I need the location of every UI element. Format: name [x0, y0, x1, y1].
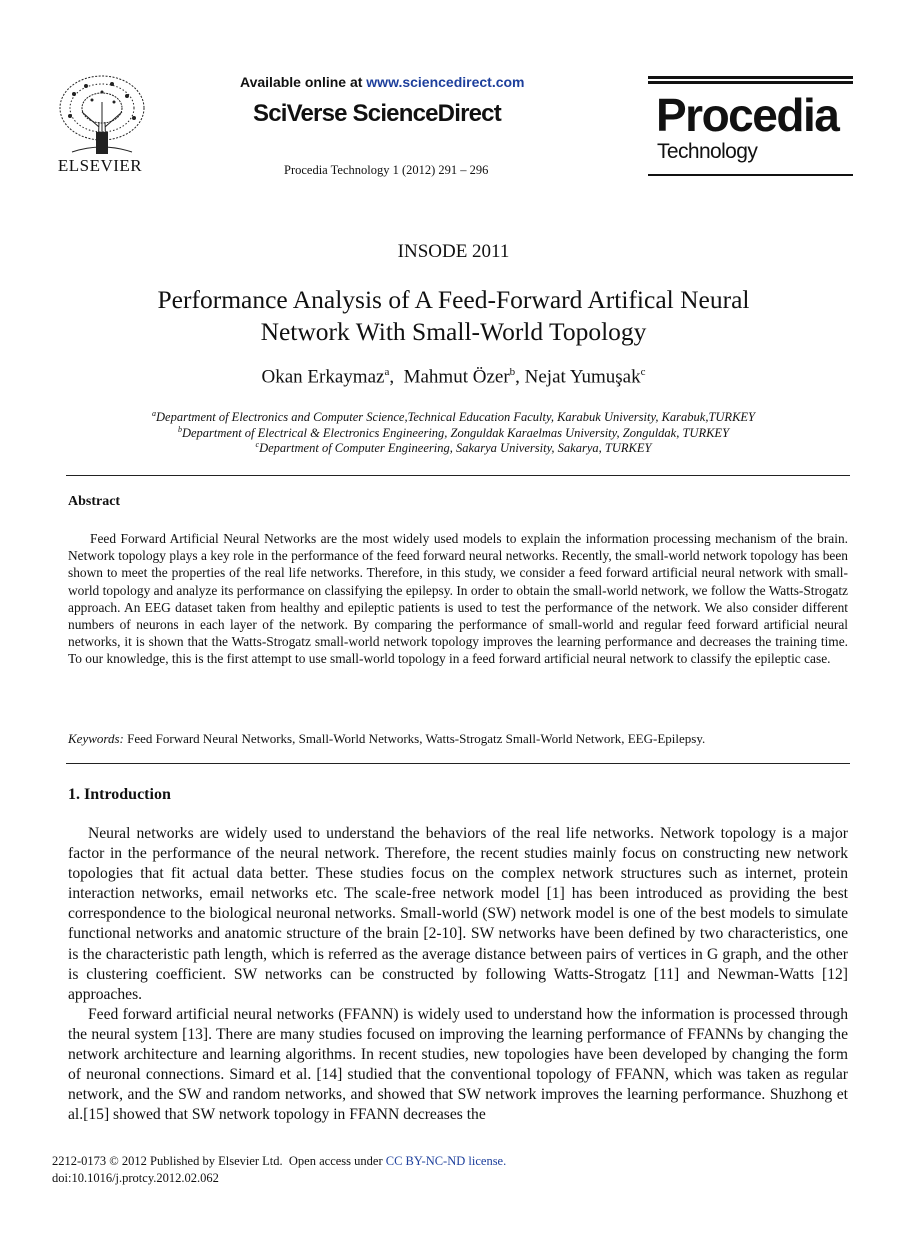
author-name: Nejat Yumuşak: [524, 366, 641, 388]
affil-mark: c: [255, 440, 260, 449]
copyright-line: [52, 1154, 506, 1169]
elsevier-wordmark: ELSEVIER: [57, 156, 143, 175]
affil-text: Department of Electrical & Electronics Engineering, Zonguldak Karaelmas University, Zonguldak, TURKEY: [181, 426, 730, 441]
author-name: Okan Erkaymaz: [261, 366, 385, 388]
affil-text: Department of Electronics and Computer Science,Technical Education Faculty, Karabuk University, Karabuk,TURKEY: [156, 410, 755, 425]
author-list: [0, 366, 907, 388]
author-separator: ,: [389, 366, 404, 388]
section-heading: 1. Introduction: [68, 786, 171, 803]
divider-top: [66, 475, 850, 476]
procedia-logo-bars: [648, 76, 853, 86]
available-online: [240, 74, 525, 90]
title-line-1: Performance Analysis of A Feed-Forward Artifical Neural: [157, 285, 750, 314]
divider-bottom: [66, 763, 850, 764]
affiliation-c: [60, 440, 847, 456]
keywords-text: Feed Forward Neural Networks, Small-World Networks, Watts-Strogatz Small-World Network, EEG-Epilepsy.: [127, 731, 706, 746]
author-affil-mark: b: [509, 366, 516, 378]
affiliation-b: [60, 425, 847, 441]
copyright-text: 2212-0173 © 2012 Published by Elsevier Ltd. Open access under: [52, 1154, 386, 1168]
author-name: Mahmut Özer: [403, 366, 510, 388]
procedia-logo-subtitle: Technology: [657, 140, 758, 163]
author-affil-mark: a: [384, 366, 390, 378]
keywords: [68, 731, 705, 747]
author-separator: ,: [515, 366, 525, 388]
procedia-logo: Procedia: [656, 89, 839, 141]
affiliation-a: [60, 409, 847, 425]
available-prefix: Available online at: [240, 74, 363, 90]
intro-paragraph-1: Neural networks are widely used to understand the behaviors of the real life networks. Network topology is a major factor in the performance of the neural network. Therefore, the recent studies mainly focus on constructing new network topologies that fit actual data better. These studies focus on the complex network structures such as internet, protein interaction networks, email networks etc. The scale-free network model [1] has been introduced as providing the best correspondence to the biological neuronal networks. Small-world (SW) network model is one of the best models to simulate functional networks and anatomic structure of the brain [2-10]. SW networks have been defined by two characteristics, one is the characteristic path length, which is referred as the average distance between pairs of vertices in G graph, and the other is clustering coefficient. SW networks can be constructed by following Watts-Strogatz [11] and Newman-Watts [12] approaches.: [68, 825, 848, 1003]
procedia-logo-rule: [648, 174, 853, 176]
author-affil-mark: c: [640, 366, 646, 378]
platform-logo: SciVerse ScienceDirect: [253, 100, 501, 127]
abstract-heading: Abstract: [68, 494, 121, 509]
intro-paragraph-2: Feed forward artificial neural networks (FFANN) is widely used to understand how the information is processed through the neural system [13]. There are many studies focused on improving the learning performance of FFANNs by changing the network architecture and learning algorithms. In recent studies, new topologies have been developed by changing the form of neuronal connections. Simard et al. [14] studied that the conventional topology of FFANN, which was taken as regular network, and the SW and random networks, and showed that SW network improves the learning performance. Shuzhong et al.[15] showed that SW network topology in FFANN decreases the: [68, 1005, 848, 1124]
abstract-text: Feed Forward Artificial Neural Networks are the most widely used models to explain the information processing mechanism of the brain. Network topology plays a key role in the performance of the feed forward neural networks. Recently, the small-world network topology has been shown to meet the properties of the real life networks. Therefore, in this study, we consider a feed forward artificial neural network with small-world topology and analyze its performance on classifying the epilepsy. In order to obtain the small-world network, we follow the Watts-Strogatz approach. An EEG dataset taken from healthy and epileptic patients is used to test the performance of the network. We also consider different numbers of neurons in each layer of the network. By comparing the performance of small-world and regular feed forward artificial neural networks, it is shown that the Watts-Strogatz small-world network topology improves the learning performance and decreases the training time. To our knowledge, this is the first attempt to use small-world topology in a feed forward artificial neural network to classify the epileptic case.: [68, 531, 848, 667]
doi-line: doi:10.1016/j.protcy.2012.02.062: [52, 1171, 219, 1185]
sciencedirect-link[interactable]: www.sciencedirect.com: [366, 74, 525, 90]
affil-mark: b: [177, 425, 182, 434]
title-line-2: Network With Small-World Topology: [260, 317, 647, 346]
affil-mark: a: [152, 409, 156, 418]
affil-text: Department of Computer Engineering, Sakarya University, Sakarya, TURKEY: [259, 441, 652, 456]
keywords-label: Keywords:: [68, 731, 124, 746]
intro-body: [68, 824, 848, 1125]
conference-name: INSODE 2011: [397, 241, 510, 262]
paper-title: [60, 284, 847, 348]
journal-reference: Procedia Technology 1 (2012) 291 – 296: [284, 163, 489, 177]
license-link[interactable]: CC BY-NC-ND license.: [385, 1154, 507, 1168]
